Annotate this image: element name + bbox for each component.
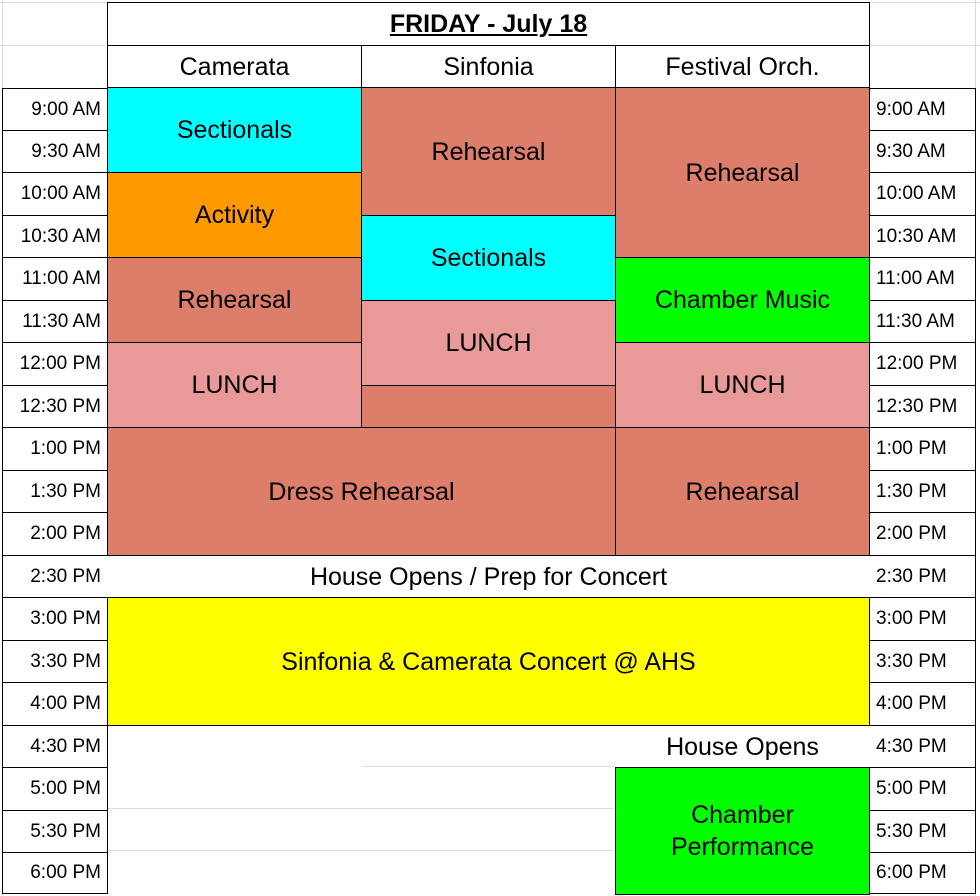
event-camerata-lunch: LUNCH [107, 342, 362, 428]
time-label-left: 11:30 AM [2, 300, 108, 343]
time-label-right: 5:30 PM [869, 810, 976, 853]
time-label-right: 5:00 PM [869, 767, 976, 811]
time-label-right: 2:00 PM [869, 512, 976, 556]
column-header-sinfonia: Sinfonia [361, 45, 616, 88]
time-label-left: 4:00 PM [2, 682, 108, 726]
time-label-left: 11:00 AM [2, 257, 108, 301]
time-label-left: 6:00 PM [2, 852, 108, 894]
event-camerata-rehearsal: Rehearsal [107, 257, 362, 343]
column-header-camerata: Camerata [107, 45, 362, 88]
time-label-right: 11:30 AM [869, 300, 976, 343]
time-label-left: 4:30 PM [2, 725, 108, 768]
event-house-opens-prep: House Opens / Prep for Concert [107, 556, 870, 597]
event-sinfonia-sectionals: Sectionals [361, 215, 616, 301]
time-label-right: 4:00 PM [869, 682, 976, 726]
time-label-right: 12:00 PM [869, 342, 976, 386]
time-label-left: 5:00 PM [2, 767, 108, 811]
time-label-left: 10:30 AM [2, 215, 108, 258]
event-chamber-performance [615, 767, 870, 895]
event-camerata-activity: Activity [107, 172, 362, 258]
time-label-right: 11:00 AM [869, 257, 976, 301]
time-label-left: 3:30 PM [2, 640, 108, 683]
time-label-left: 5:30 PM [2, 810, 108, 853]
column-header-festival-orch: Festival Orch. [615, 45, 870, 88]
time-label-right: 6:00 PM [869, 852, 976, 894]
time-label-left: 2:00 PM [2, 512, 108, 556]
time-label-left: 12:00 PM [2, 342, 108, 386]
event-camerata-sectionals: Sectionals [107, 87, 362, 173]
time-label-right: 3:00 PM [869, 597, 976, 641]
event-sinfonia-rehearsal: Rehearsal [361, 87, 616, 216]
chamber-performance-line-1: Chamber [691, 801, 794, 829]
time-label-left: 3:00 PM [2, 597, 108, 641]
event-sinfonia-lunch: LUNCH [361, 300, 616, 386]
time-label-right: 3:30 PM [869, 640, 976, 683]
time-label-right: 1:00 PM [869, 427, 976, 471]
event-dress-rehearsal: Dress Rehearsal [107, 427, 616, 556]
time-label-right: 1:30 PM [869, 470, 976, 513]
time-label-right: 12:30 PM [869, 385, 976, 428]
event-festival-rehearsal-pm: Rehearsal [615, 427, 870, 556]
time-label-left: 1:00 PM [2, 427, 108, 471]
event-festival-lunch: LUNCH [615, 342, 870, 428]
event-sinfonia-block [361, 385, 616, 428]
time-label-left: 9:30 AM [2, 130, 108, 173]
time-label-right: 9:00 AM [869, 88, 976, 131]
event-festival-chamber-music: Chamber Music [615, 257, 870, 343]
time-label-right: 9:30 AM [869, 130, 976, 173]
schedule-title: FRIDAY - July 18 [107, 2, 870, 46]
time-label-left: 1:30 PM [2, 470, 108, 513]
chamber-performance-line-2: Performance [670, 833, 815, 861]
event-house-opens: House Opens [615, 726, 870, 767]
time-label-right: 4:30 PM [869, 725, 976, 768]
event-concert: Sinfonia & Camerata Concert @ AHS [107, 597, 870, 726]
time-label-left: 12:30 PM [2, 385, 108, 428]
time-label-right: 10:00 AM [869, 172, 976, 216]
time-label-left: 10:00 AM [2, 172, 108, 216]
time-label-left: 9:00 AM [2, 88, 108, 131]
time-label-left: 2:30 PM [2, 555, 108, 598]
time-label-right: 2:30 PM [869, 555, 976, 598]
event-festival-rehearsal-am: Rehearsal [615, 87, 870, 258]
time-label-right: 10:30 AM [869, 215, 976, 258]
